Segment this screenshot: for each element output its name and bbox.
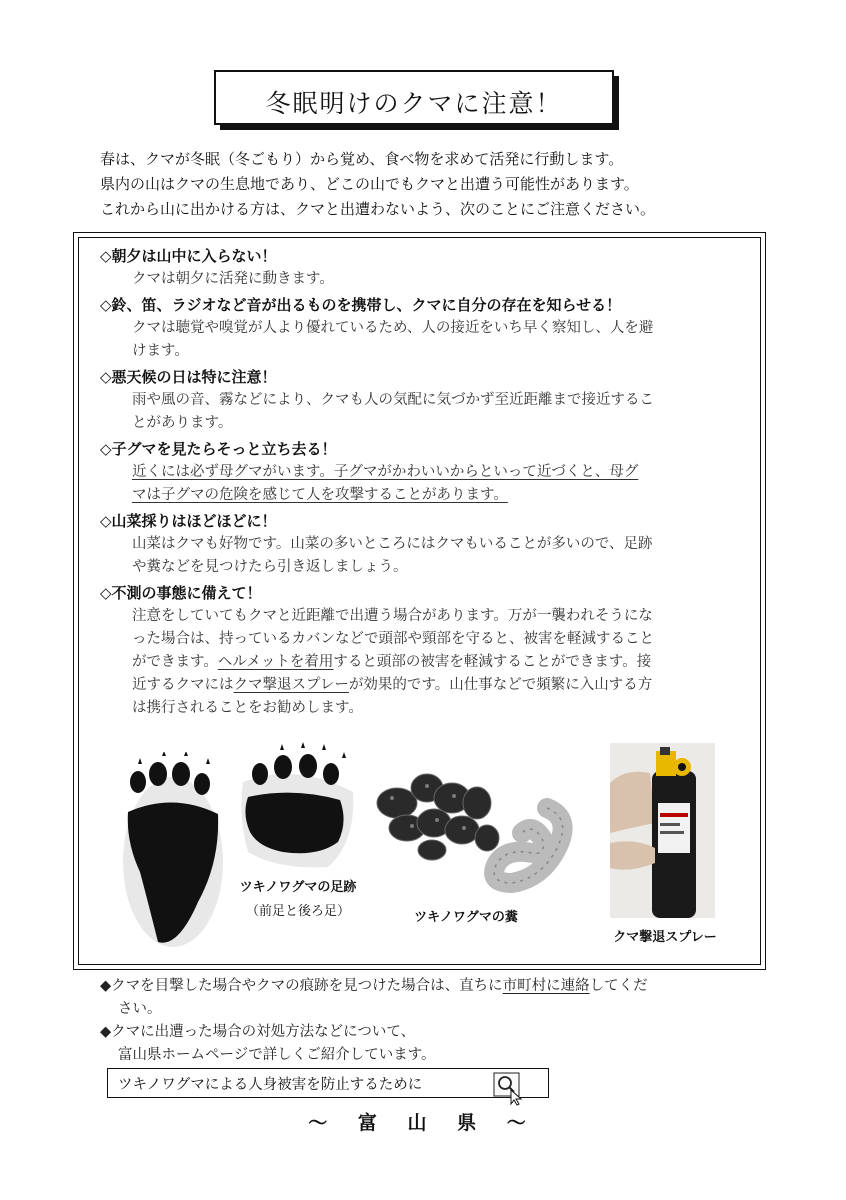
bear-spray-photo [610,743,715,918]
footprint-caption-sub: （前足と後ろ足） [245,904,350,919]
precaution-text: は携行されることをお勧めします。 [132,700,363,716]
intro-line: 県内の山はクマの生息地であり、どこの山でもクマと出遭う可能性があります。 [100,175,639,193]
text-span: ◆クマを目撃した場合やクマの痕跡を見つけた場合は、直ちに [100,978,503,994]
text-span: してくだ [589,978,648,994]
search-box[interactable] [107,1068,549,1098]
municipality-underlined: 市町村に連絡 [502,978,590,994]
note-line: 富山県ホームページで詳しくご紹介しています。 [118,1047,436,1063]
page-title: 冬眠明けのクマに注意！ [265,89,563,118]
spray-underlined: クマ撃退スプレー [233,677,349,693]
underlined-text: 近くには必ず母グマがいます。子グマがかわいいからといって近づくと、母グ [132,464,639,480]
precaution-item [100,244,750,291]
precaution-text [100,461,750,484]
underlined-text: マは子グマの危険を感じて人を攻撃することがあります。 [132,487,508,503]
precaution-text: 注意をしていてもクマと近距離で出遭う場合があります。万が一襲われそうにな [132,608,653,624]
precaution-text: 山菜はクマも好物です。山菜の多いところにはクマもいることが多いので、足跡 [132,536,653,552]
precaution-item [100,581,750,720]
precaution-text [100,651,750,674]
note-line: ◆クマに出遭った場合の対処方法などについて、 [100,1024,416,1040]
text-span: 近するクマには [132,677,234,693]
note-line [100,975,760,998]
precaution-text: けます。 [132,343,189,359]
precaution-list [100,244,750,722]
precaution-heading: ◇山菜採りはほどほどに！ [100,512,277,530]
intro-paragraph [100,147,780,222]
precaution-item [100,365,750,435]
contact-notes [100,975,760,1067]
search-query-text: ツキノワグマによる人身被害を防止するために [118,1077,423,1093]
text-span: すると頭部の被害を軽減することができます。接 [333,654,652,670]
footer-prefecture: ～ 富 山 県 ～ [308,1112,538,1134]
precaution-heading: ◇鈴、笛、ラジオなど音が出るものを携帯し、クマに自分の存在を知らせる！ [100,296,622,314]
dung-caption: ツキノワグマの糞 [414,910,518,925]
precaution-text [100,484,750,507]
precaution-item [100,437,750,507]
precaution-heading: ◇不測の事態に備えて！ [100,584,262,602]
precaution-heading: ◇悪天候の日は特に注意！ [100,368,277,386]
precaution-item [100,509,750,579]
bear-dung-image [372,768,582,893]
precaution-text [100,674,750,697]
precaution-item [100,293,750,363]
precaution-heading: ◇子グマを見たらそっと立ち去る！ [100,440,337,458]
precaution-text: クマは朝夕に活発に動きます。 [132,271,334,287]
precaution-text: や糞などを見つけたら引き返しましょう。 [132,559,408,575]
precaution-text: った場合は、持っているカバンなどで頭部や頸部を守ると、被害を軽減すること [132,631,654,647]
text-span: ができます。 [132,654,218,670]
note-line: さい。 [118,1001,162,1017]
precaution-text: クマは聴覚や嗅覚が人より優れているため、人の接近をいち早く察知し、人を避 [132,320,654,336]
title-box [214,70,614,125]
helmet-underlined: ヘルメットを着用 [217,654,334,670]
precaution-text: とがあります。 [132,415,233,431]
text-span: が効果的です。山仕事などで頻繁に入山する方 [348,677,653,693]
intro-line: 春は、クマが冬眠（冬ごもり）から覚め、食べ物を求めて活発に行動します。 [100,150,624,168]
search-icon[interactable] [493,1072,525,1106]
intro-line: これから山に出かける方は、クマと出遭わないよう、次のことにご注意ください。 [100,200,656,218]
footprint-caption: ツキノワグマの足跡 [239,880,357,895]
front-paw-footprint-image [118,752,228,952]
spray-caption: クマ撃退スプレー [613,930,717,945]
precaution-text: 雨や風の音、霧などにより、クマも人の気配に気づかず至近距離まで接近するこ [132,392,654,408]
precaution-heading: ◇朝夕は山中に入らない！ [100,247,277,265]
hind-paw-footprint-image [238,742,358,872]
